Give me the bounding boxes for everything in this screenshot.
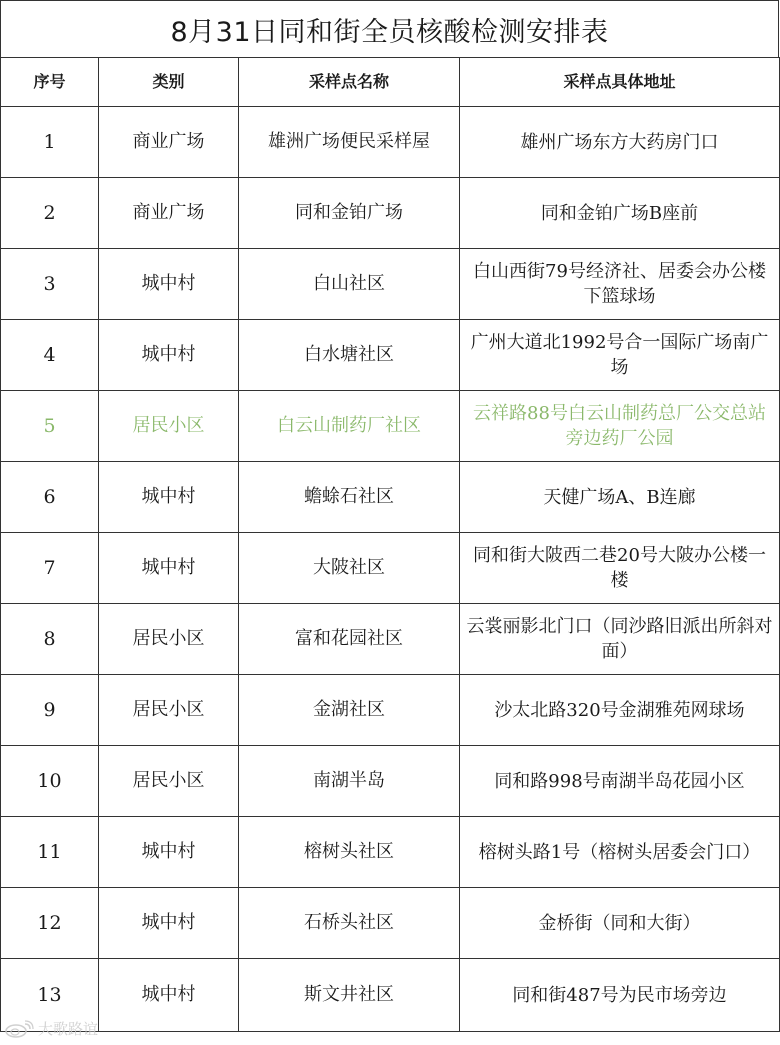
row-category: 城中村 — [99, 888, 239, 959]
table-row — [1, 604, 780, 675]
row-index: 5 — [1, 391, 99, 462]
row-site-name: 白云山制药厂社区 — [239, 391, 460, 462]
header-category: 类别 — [99, 58, 239, 107]
table-row — [1, 249, 780, 320]
row-site-name: 斯文井社区 — [239, 959, 460, 1032]
table-row — [1, 888, 780, 959]
row-index: 8 — [1, 604, 99, 675]
watermark — [4, 1018, 98, 1039]
row-site-address: 沙太北路320号金湖雅苑网球场 — [460, 675, 780, 746]
row-index: 13 — [1, 959, 99, 1032]
row-site-name: 白水塘社区 — [239, 320, 460, 391]
watermark-text: 大歌路谊 — [38, 1020, 99, 1038]
row-index: 9 — [1, 675, 99, 746]
row-index: 10 — [1, 746, 99, 817]
row-index: 3 — [1, 249, 99, 320]
row-site-address: 同和路998号南湖半岛花园小区 — [460, 746, 780, 817]
row-index: 2 — [1, 178, 99, 249]
row-site-name: 白山社区 — [239, 249, 460, 320]
row-site-name: 石桥头社区 — [239, 888, 460, 959]
row-site-address: 同和街487号为民市场旁边 — [460, 959, 780, 1032]
table-row — [1, 675, 780, 746]
row-site-address: 金桥街（同和大街） — [460, 888, 780, 959]
schedule-table — [0, 57, 780, 1032]
table-row — [1, 959, 780, 1032]
sheet-title: 8月31日同和街全员核酸检测安排表 — [0, 0, 779, 57]
table-row — [1, 462, 780, 533]
row-site-address: 天健广场A、B连廊 — [460, 462, 780, 533]
row-category: 商业广场 — [99, 178, 239, 249]
row-site-address: 广州大道北1992号合一国际广场南广场 — [460, 320, 780, 391]
table-row — [1, 817, 780, 888]
row-site-name: 大陂社区 — [239, 533, 460, 604]
row-site-name: 榕树头社区 — [239, 817, 460, 888]
row-category: 城中村 — [99, 817, 239, 888]
row-category: 商业广场 — [99, 107, 239, 178]
row-category: 城中村 — [99, 320, 239, 391]
header-site-name: 采样点名称 — [239, 58, 460, 107]
table-row-highlighted — [1, 391, 780, 462]
row-site-address: 同和街大陂西二巷20号大陂办公楼一楼 — [460, 533, 780, 604]
row-index: 6 — [1, 462, 99, 533]
table-row — [1, 746, 780, 817]
row-site-address: 白山西街79号经济社、居委会办公楼下篮球场 — [460, 249, 780, 320]
row-category: 城中村 — [99, 462, 239, 533]
header-site-address: 采样点具体地址 — [460, 58, 780, 107]
row-site-address: 云裳丽影北门口（同沙路旧派出所斜对面） — [460, 604, 780, 675]
row-category: 城中村 — [99, 249, 239, 320]
row-category: 居民小区 — [99, 746, 239, 817]
row-site-address: 榕树头路1号（榕树头居委会门口） — [460, 817, 780, 888]
weibo-logo-icon — [4, 1020, 34, 1038]
row-site-name: 富和花园社区 — [239, 604, 460, 675]
row-index: 1 — [1, 107, 99, 178]
header-row — [1, 58, 780, 107]
row-site-name: 雄洲广场便民采样屋 — [239, 107, 460, 178]
row-category: 居民小区 — [99, 604, 239, 675]
row-site-address: 同和金铂广场B座前 — [460, 178, 780, 249]
row-category: 居民小区 — [99, 675, 239, 746]
row-site-name: 金湖社区 — [239, 675, 460, 746]
header-index: 序号 — [1, 58, 99, 107]
row-index: 11 — [1, 817, 99, 888]
row-category: 居民小区 — [99, 391, 239, 462]
table-row — [1, 533, 780, 604]
row-category: 城中村 — [99, 533, 239, 604]
row-site-name: 同和金铂广场 — [239, 178, 460, 249]
row-site-address: 云祥路88号白云山制药总厂公交总站旁边药厂公园 — [460, 391, 780, 462]
row-site-address: 雄州广场东方大药房门口 — [460, 107, 780, 178]
table-row — [1, 107, 780, 178]
row-category: 城中村 — [99, 959, 239, 1032]
table-row — [1, 320, 780, 391]
row-site-name: 南湖半岛 — [239, 746, 460, 817]
row-index: 7 — [1, 533, 99, 604]
row-index: 12 — [1, 888, 99, 959]
row-site-name: 蟾蜍石社区 — [239, 462, 460, 533]
table-row — [1, 178, 780, 249]
row-index: 4 — [1, 320, 99, 391]
